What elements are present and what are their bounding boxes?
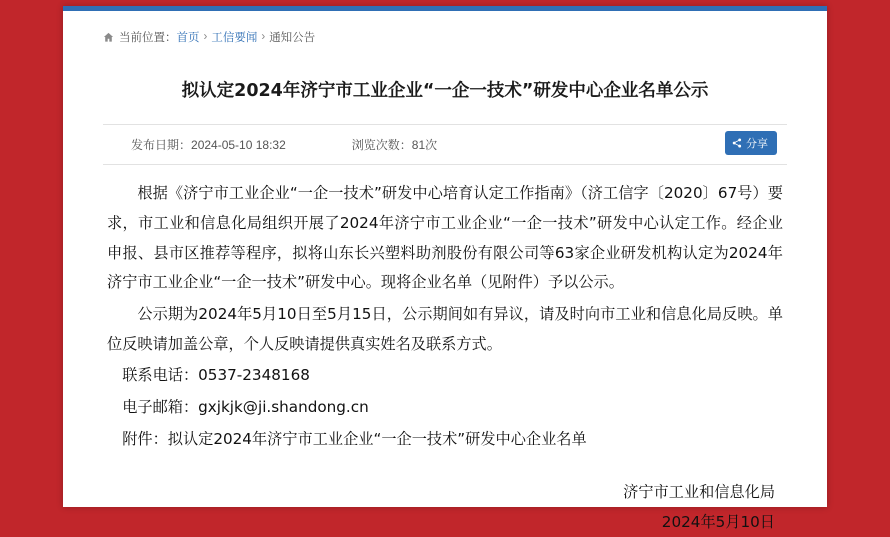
breadcrumb [89,11,801,57]
article-body [89,165,801,454]
breadcrumb-item-news[interactable]: 工信要闻 [211,32,258,44]
page-title: 拟认定2024年济宁市工业企业“一企一技术”研发中心企业名单公示 [181,81,709,101]
view-count-label: 浏览次数： [351,138,412,153]
document-page [63,6,827,531]
breadcrumb-separator: › [203,31,208,43]
breadcrumb-separator: › [261,31,266,43]
view-count [352,136,437,153]
page-inner [63,11,827,531]
publish-date [131,136,286,153]
signature-org: 济宁市工业和信息化局 [623,483,775,502]
breadcrumb-prefix: 当前位置： [119,32,177,44]
breadcrumb-item-notice: 通知公告 [269,32,316,44]
breadcrumb-item-home[interactable]: 首页 [176,32,200,44]
view-count-value: 81次 [411,138,438,153]
publish-date-value: 2024-05-10 18:32 [191,138,286,153]
article-paragraph: 根据《济宁市工业企业“一企一技术”研发中心培育认定工作指南》（济工信字〔2020〕67号）要求，市工业和信息化局组织开展了2024年济宁市工业企业“一企一技术”研发中心认定工作。经企业申报、县市区推荐等程序，拟将山东长兴塑料助剂股份有限公司等63家企业研发机构认定为2024年济宁市工业企业“一企一技术”研发中心。现将企业名单（见附件）予以公示。 [107,184,783,292]
contact-email: 电子邮箱：gxjkjk@ji.shandong.cn [122,397,369,416]
share-button[interactable] [725,131,777,155]
share-icon [732,138,742,148]
contact-phone: 联系电话：0537-2348168 [122,366,310,385]
signature-block [89,456,801,537]
publish-date-label: 发布日期： [131,138,192,153]
attachment-line[interactable]: 附件：拟认定2024年济宁市工业企业“一企一技术”研发中心企业名单 [122,429,587,448]
home-icon [103,32,114,43]
article-paragraph: 公示期为2024年5月10日至5月15日，公示期间如有异议，请及时向市工业和信息化局反映。单位反映请加盖公章，个人反映请提供真实姓名及联系方式。 [107,304,783,353]
signature-date: 2024年5月10日 [661,512,775,531]
article-meta [103,124,787,165]
share-label: 分享 [746,138,768,151]
